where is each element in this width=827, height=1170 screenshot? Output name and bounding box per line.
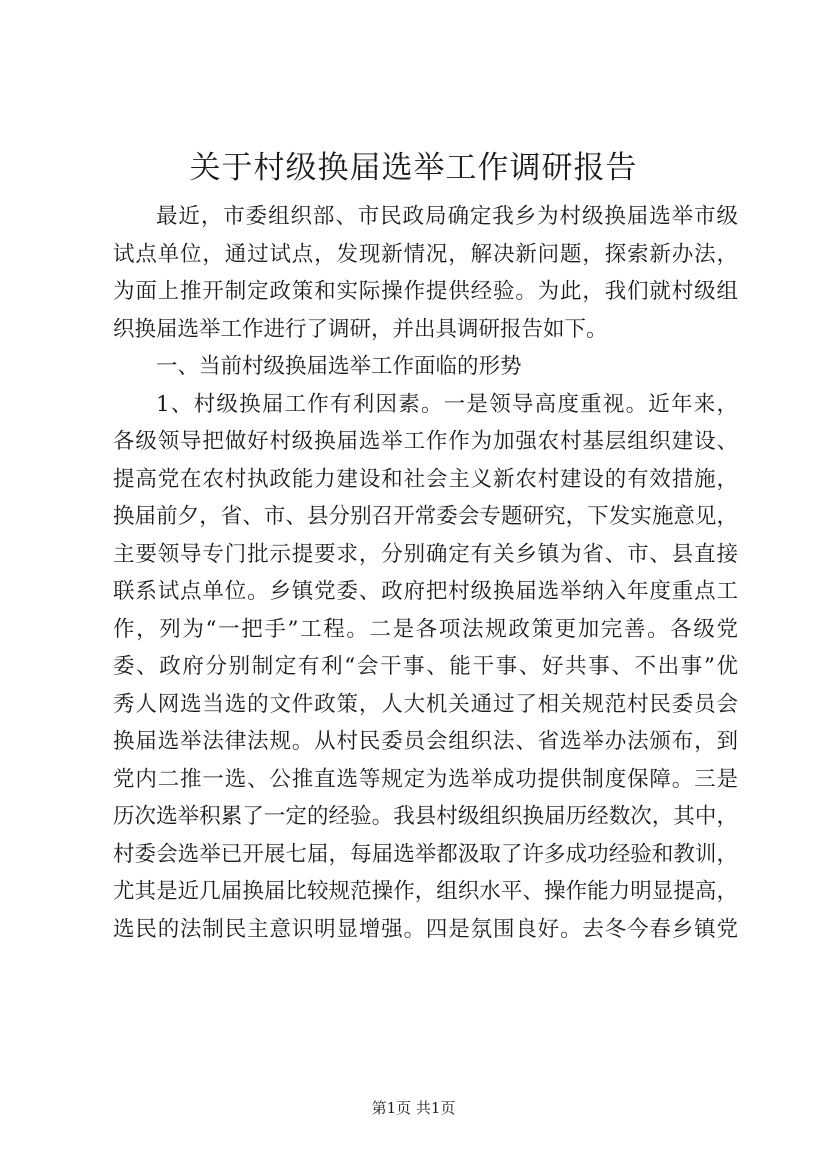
body-line: 委、政府分别制定有利“会干事、能干事、好共事、不出事”优 (113, 654, 738, 679)
body-line: 换届选举法律法规。从村民委员会组织法、省选举办法颁布，到 (113, 729, 738, 754)
body-line: 历次选举积累了一定的经验。我县村级组织换届历经数次，其中， (113, 804, 738, 829)
body-line: 选民的法制民主意识明显增强。四是氛围良好。去冬今春乡镇党 (113, 916, 738, 942)
body-line: 换届前夕，省、市、县分别召开常委会专题研究，下发实施意见， (113, 504, 738, 529)
body-line: 1、村级换届工作有利因素。一是领导高度重视。近年来， (156, 391, 738, 417)
body-line: 提高党在农村执政能力建设和社会主义新农村建设的有效措施， (113, 466, 738, 492)
document-title: 关于村级换届选举工作调研报告 (189, 150, 638, 186)
page-footer: 第1页 共1页 (371, 1099, 456, 1117)
body-line: 最近，市委组织部、市民政局确定我乡为村级换届选举市级 (156, 204, 738, 229)
body-line: 各级领导把做好村级换届选举工作作为加强农村基层组织建设、 (113, 429, 738, 454)
body-line: 主要领导专门批示提要求，分别确定有关乡镇为省、市、县直接 (113, 541, 738, 567)
body-line: 联系试点单位。乡镇党委、政府把村级换届选举纳入年度重点工 (113, 579, 738, 604)
body-line: 试点单位，通过试点，发现新情况，解决新问题，探索新办法， (113, 241, 738, 267)
body-line: 织换届选举工作进行了调研，并出具调研报告如下。 (113, 316, 608, 342)
body-line: 尤其是近几届换届比较规范操作，组织水平、操作能力明显提高， (113, 879, 738, 904)
document-body (113, 198, 738, 948)
body-line: 党内二推一选、公推直选等规定为选举成功提供制度保障。三是 (113, 766, 738, 792)
body-line: 秀人网选当选的文件政策，人大机关通过了相关规范村民委员会 (113, 691, 738, 717)
body-line: 为面上推开制定政策和实际操作提供经验。为此，我们就村级组 (113, 279, 738, 304)
body-line: 村委会选举已开展七届，每届选举都汲取了许多成功经验和教训， (113, 841, 738, 867)
body-line: 一、当前村级换届选举工作面临的形势 (156, 354, 522, 379)
body-line: 作，列为“一把手”工程。二是各项法规政策更加完善。各级党 (113, 616, 738, 642)
